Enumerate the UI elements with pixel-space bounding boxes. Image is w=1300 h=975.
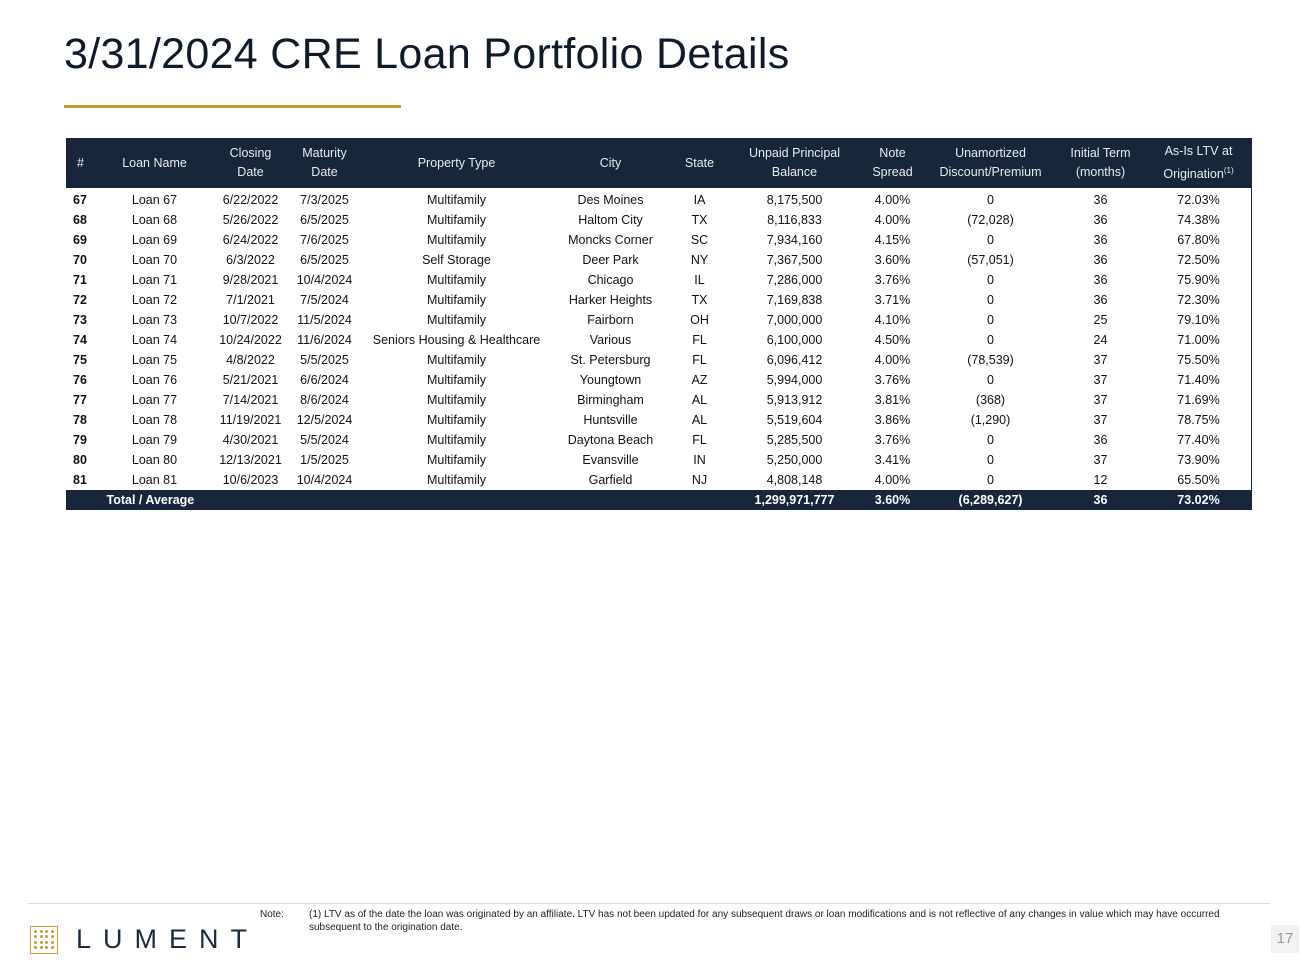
cell-closing-date: 5/26/2022 — [222, 213, 279, 227]
cell-city: Fairborn — [587, 313, 634, 327]
col-header-city: City — [552, 138, 670, 188]
cell-num: 74 — [73, 333, 87, 347]
cell-ltv: 72.03% — [1177, 193, 1220, 207]
cell-ltv: 74.38% — [1177, 213, 1220, 227]
col-header-initial-term: Initial Term (months) — [1056, 138, 1146, 188]
cell-ltv: 75.50% — [1177, 353, 1220, 367]
cell-state: IN — [693, 453, 706, 467]
cell-city: Evansville — [582, 453, 639, 467]
total-discount: (6,289,627) — [926, 490, 1056, 510]
cell-property-type: Multifamily — [426, 373, 487, 387]
cell-unamortized: 0 — [987, 433, 994, 447]
cell-initial-term: 12 — [1093, 473, 1108, 487]
cell-maturity-date: 10/4/2024 — [296, 473, 353, 487]
table-row — [66, 270, 1252, 290]
cell-initial-term: 24 — [1093, 333, 1108, 347]
cell-num: 75 — [73, 353, 87, 367]
cell-num: 72 — [73, 293, 87, 307]
cell-initial-term: 37 — [1093, 353, 1108, 367]
cell-loan-name: Loan 73 — [131, 313, 178, 327]
cell-unamortized: 0 — [987, 473, 994, 487]
logo-wordmark: LUMENT — [76, 924, 260, 954]
cell-ltv: 65.50% — [1177, 473, 1220, 487]
cell-loan-name: Loan 79 — [131, 433, 178, 447]
cell-num: 79 — [73, 433, 87, 447]
cell-initial-term: 37 — [1093, 413, 1108, 427]
cell-closing-date: 4/8/2022 — [226, 353, 275, 367]
col-header-loan-name: Loan Name — [96, 138, 214, 188]
cell-city: Various — [589, 333, 632, 347]
table-row — [66, 350, 1252, 370]
cell-unamortized: 0 — [987, 373, 994, 387]
cell-unamortized: (78,539) — [967, 353, 1014, 367]
cell-unpaid-principal: 5,285,500 — [766, 433, 823, 447]
table-row — [66, 230, 1252, 250]
col-header-state: State — [670, 138, 730, 188]
cell-initial-term: 36 — [1093, 233, 1108, 247]
cell-maturity-date: 6/5/2025 — [300, 213, 349, 227]
cell-city: Youngtown — [579, 373, 642, 387]
table-row — [66, 250, 1252, 270]
cell-unamortized: 0 — [987, 333, 994, 347]
cell-num: 68 — [73, 213, 87, 227]
cell-state: FL — [692, 433, 707, 447]
cell-closing-date: 7/14/2021 — [222, 393, 279, 407]
cell-property-type: Multifamily — [426, 213, 487, 227]
cell-unpaid-principal: 7,367,500 — [766, 253, 823, 267]
page-number: 17 — [1271, 925, 1299, 953]
cell-maturity-date: 1/5/2025 — [300, 453, 349, 467]
cell-property-type: Multifamily — [426, 273, 487, 287]
cell-note-spread: 4.15% — [874, 233, 911, 247]
cell-maturity-date: 11/5/2024 — [297, 313, 352, 327]
cell-state: AL — [691, 393, 708, 407]
cell-num: 77 — [73, 393, 87, 407]
cell-maturity-date: 8/6/2024 — [300, 393, 349, 407]
cell-state: IL — [694, 273, 705, 287]
cell-num: 67 — [73, 193, 87, 207]
page-title: 3/31/2024 CRE Loan Portfolio Details — [64, 30, 790, 78]
cell-closing-date: 9/28/2021 — [222, 273, 279, 287]
cell-loan-name: Loan 70 — [131, 253, 178, 267]
cell-maturity-date: 10/4/2024 — [296, 273, 353, 287]
cell-property-type: Multifamily — [426, 453, 487, 467]
cell-note-spread: 4.00% — [874, 193, 911, 207]
cell-note-spread: 4.10% — [874, 313, 911, 327]
cell-unamortized: 0 — [987, 273, 994, 287]
cell-loan-name: Loan 77 — [131, 393, 178, 407]
cell-initial-term: 36 — [1093, 433, 1108, 447]
cell-city: Daytona Beach — [567, 433, 654, 447]
cell-closing-date: 11/19/2021 — [219, 413, 282, 427]
total-term: 36 — [1056, 490, 1146, 510]
cell-closing-date: 6/24/2022 — [222, 233, 279, 247]
cell-unamortized: (72,028) — [967, 213, 1014, 227]
cell-initial-term: 25 — [1093, 313, 1108, 327]
cell-unamortized: (1,290) — [970, 413, 1011, 427]
cell-property-type: Multifamily — [426, 293, 487, 307]
cell-note-spread: 3.71% — [874, 293, 911, 307]
loan-portfolio-table — [65, 138, 1252, 510]
cell-maturity-date: 5/5/2025 — [300, 353, 349, 367]
cell-state: SC — [690, 233, 709, 247]
table-row — [66, 470, 1252, 490]
cell-unpaid-principal: 5,250,000 — [766, 453, 823, 467]
cell-property-type: Multifamily — [426, 193, 487, 207]
cell-ltv: 73.90% — [1177, 453, 1220, 467]
cell-ltv: 71.00% — [1177, 333, 1220, 347]
cell-loan-name: Loan 72 — [131, 293, 178, 307]
cell-unpaid-principal: 8,116,833 — [767, 213, 822, 227]
cell-closing-date: 10/6/2023 — [222, 473, 279, 487]
cell-closing-date: 10/7/2022 — [222, 313, 279, 327]
cell-note-spread: 3.76% — [874, 373, 911, 387]
cell-maturity-date: 6/5/2025 — [300, 253, 349, 267]
cell-state: NY — [690, 253, 709, 267]
table-row — [66, 450, 1252, 470]
cell-ltv: 78.75% — [1177, 413, 1220, 427]
cell-closing-date: 6/3/2022 — [226, 253, 275, 267]
cell-note-spread: 4.00% — [874, 213, 911, 227]
cell-unpaid-principal: 7,286,000 — [766, 273, 823, 287]
cell-property-type: Self Storage — [422, 253, 491, 267]
cell-property-type: Multifamily — [426, 413, 487, 427]
cell-ltv: 71.40% — [1177, 373, 1220, 387]
lument-logo — [30, 924, 259, 955]
cell-loan-name: Loan 74 — [131, 333, 178, 347]
cell-city: Huntsville — [583, 413, 638, 427]
cell-initial-term: 37 — [1093, 453, 1108, 467]
cell-unpaid-principal: 7,934,160 — [766, 233, 823, 247]
col-header-num: # — [66, 138, 96, 188]
cell-city: Des Moines — [577, 193, 644, 207]
cell-unpaid-principal: 5,519,604 — [766, 413, 823, 427]
cell-num: 81 — [73, 473, 87, 487]
cell-maturity-date: 12/5/2024 — [296, 413, 353, 427]
cell-city: Harker Heights — [568, 293, 653, 307]
ltv-footnote-marker: (1) — [1223, 165, 1234, 175]
total-upb: 1,299,971,777 — [730, 490, 860, 510]
cell-property-type: Multifamily — [426, 433, 487, 447]
cell-num: 80 — [73, 453, 87, 467]
cell-unpaid-principal: 6,096,412 — [766, 353, 823, 367]
cell-loan-name: Loan 78 — [131, 413, 178, 427]
cell-unamortized: 0 — [987, 293, 994, 307]
cell-note-spread: 3.76% — [874, 433, 911, 447]
cell-initial-term: 36 — [1093, 193, 1108, 207]
cell-note-spread: 4.00% — [874, 353, 911, 367]
cell-state: TX — [691, 213, 708, 227]
cell-note-spread: 3.60% — [874, 253, 911, 267]
cell-unpaid-principal: 7,000,000 — [766, 313, 823, 327]
cell-closing-date: 6/22/2022 — [222, 193, 279, 207]
cell-maturity-date: 7/5/2024 — [300, 293, 349, 307]
cell-maturity-date: 11/6/2024 — [297, 333, 352, 347]
col-header-property-type: Property Type — [362, 138, 552, 188]
cell-num: 70 — [73, 253, 87, 267]
cell-city: Moncks Corner — [568, 233, 653, 247]
cell-city: St. Petersburg — [570, 353, 651, 367]
cell-property-type: Multifamily — [426, 473, 487, 487]
total-ltv: 73.02% — [1146, 490, 1252, 510]
cell-property-type: Multifamily — [426, 353, 487, 367]
cell-city: Deer Park — [582, 253, 639, 267]
cell-loan-name: Loan 80 — [131, 453, 178, 467]
cell-ltv: 72.50% — [1177, 253, 1220, 267]
cell-note-spread: 3.81% — [874, 393, 911, 407]
cell-state: TX — [691, 293, 708, 307]
cell-city: Garfield — [588, 473, 633, 487]
table-row — [66, 390, 1252, 410]
total-label: Total / Average — [66, 490, 730, 510]
col-header-ltv — [1146, 138, 1252, 188]
note-text: (1) LTV as of the date the loan was originated by an affiliate. LTV has not been updated for any subsequent draws or loan modifications and is not reflective of any changes in value which may have occurred subsequent to the origination date. — [309, 909, 1220, 933]
cell-num: 78 — [73, 413, 87, 427]
table-body — [66, 188, 1252, 490]
cell-ltv: 71.69% — [1177, 393, 1220, 407]
cell-note-spread: 3.76% — [874, 273, 911, 287]
cell-state: NJ — [691, 473, 708, 487]
note-label: Note: — [260, 909, 284, 920]
cell-state: OH — [690, 313, 709, 327]
cell-closing-date: 4/30/2021 — [222, 433, 279, 447]
cell-initial-term: 37 — [1093, 373, 1108, 387]
cell-num: 76 — [73, 373, 87, 387]
cell-unamortized: (368) — [975, 393, 1006, 407]
col-header-ltv-label: As-Is LTV at Origination — [1163, 143, 1233, 182]
cell-closing-date: 10/24/2022 — [219, 333, 282, 347]
cell-city: Birmingham — [577, 393, 644, 407]
cell-note-spread: 4.00% — [874, 473, 911, 487]
table-row — [66, 330, 1252, 350]
col-header-unpaid-principal: Unpaid Principal Balance — [730, 138, 860, 188]
cell-ltv: 75.90% — [1177, 273, 1220, 287]
col-header-maturity-date: Maturity Date — [288, 138, 362, 188]
table-row — [66, 410, 1252, 430]
cell-ltv: 67.80% — [1177, 233, 1220, 247]
cell-maturity-date: 7/3/2025 — [300, 193, 349, 207]
cell-state: AZ — [691, 373, 708, 387]
cell-unpaid-principal: 7,169,838 — [766, 293, 823, 307]
cell-unpaid-principal: 8,175,500 — [766, 193, 823, 207]
cell-unamortized: 0 — [987, 193, 994, 207]
cell-ltv: 79.10% — [1177, 313, 1220, 327]
cell-initial-term: 36 — [1093, 293, 1108, 307]
cell-unpaid-principal: 5,913,912 — [766, 393, 823, 407]
cell-property-type: Multifamily — [426, 313, 487, 327]
cell-ltv: 77.40% — [1177, 433, 1220, 447]
cell-property-type: Seniors Housing & Healthcare — [372, 333, 541, 347]
cell-unamortized: 0 — [987, 313, 994, 327]
table-row — [66, 210, 1252, 230]
table-row — [66, 310, 1252, 330]
cell-loan-name: Loan 67 — [131, 193, 178, 207]
cell-closing-date: 12/13/2021 — [219, 453, 282, 467]
footer-divider — [28, 903, 1270, 904]
cell-maturity-date: 6/6/2024 — [300, 373, 349, 387]
cell-loan-name: Loan 75 — [131, 353, 178, 367]
cell-state: FL — [692, 333, 707, 347]
cell-ltv: 72.30% — [1177, 293, 1220, 307]
cell-state: FL — [692, 353, 707, 367]
cell-initial-term: 36 — [1093, 273, 1108, 287]
cell-note-spread: 4.50% — [874, 333, 911, 347]
cell-closing-date: 5/21/2021 — [222, 373, 279, 387]
cell-loan-name: Loan 76 — [131, 373, 178, 387]
table-row — [66, 290, 1252, 310]
cell-note-spread: 3.41% — [874, 453, 911, 467]
table-row — [66, 188, 1252, 210]
cell-loan-name: Loan 68 — [131, 213, 178, 227]
cell-initial-term: 36 — [1093, 213, 1108, 227]
cell-unamortized: (57,051) — [967, 253, 1014, 267]
cell-closing-date: 7/1/2021 — [226, 293, 275, 307]
cell-unpaid-principal: 6,100,000 — [766, 333, 823, 347]
cell-state: AL — [691, 413, 708, 427]
cell-unamortized: 0 — [987, 233, 994, 247]
col-header-closing-date: Closing Date — [214, 138, 288, 188]
cell-note-spread: 3.86% — [874, 413, 911, 427]
cell-unpaid-principal: 4,808,148 — [766, 473, 823, 487]
cell-maturity-date: 7/6/2025 — [300, 233, 349, 247]
cell-state: IA — [693, 193, 706, 207]
cell-loan-name: Loan 71 — [131, 273, 178, 287]
cell-num: 73 — [73, 313, 87, 327]
total-row — [66, 490, 1252, 510]
cell-loan-name: Loan 81 — [131, 473, 178, 487]
cell-maturity-date: 5/5/2024 — [300, 433, 349, 447]
table-row — [66, 370, 1252, 390]
col-header-unamortized: Unamortized Discount/Premium — [926, 138, 1056, 188]
table-row — [66, 430, 1252, 450]
col-header-note-spread: Note Spread — [860, 138, 926, 188]
cell-city: Chicago — [587, 273, 634, 287]
cell-property-type: Multifamily — [426, 233, 487, 247]
cell-unamortized: 0 — [987, 453, 994, 467]
cell-num: 69 — [73, 233, 87, 247]
cell-unpaid-principal: 5,994,000 — [766, 373, 823, 387]
logo-mark-icon — [30, 926, 58, 954]
cell-city: Haltom City — [578, 213, 643, 227]
title-underline — [64, 105, 401, 108]
cell-num: 71 — [73, 273, 87, 287]
cell-property-type: Multifamily — [426, 393, 487, 407]
table-header-row — [66, 138, 1252, 188]
total-spread: 3.60% — [860, 490, 926, 510]
cell-initial-term: 37 — [1093, 393, 1108, 407]
cell-loan-name: Loan 69 — [131, 233, 178, 247]
cell-initial-term: 36 — [1093, 253, 1108, 267]
